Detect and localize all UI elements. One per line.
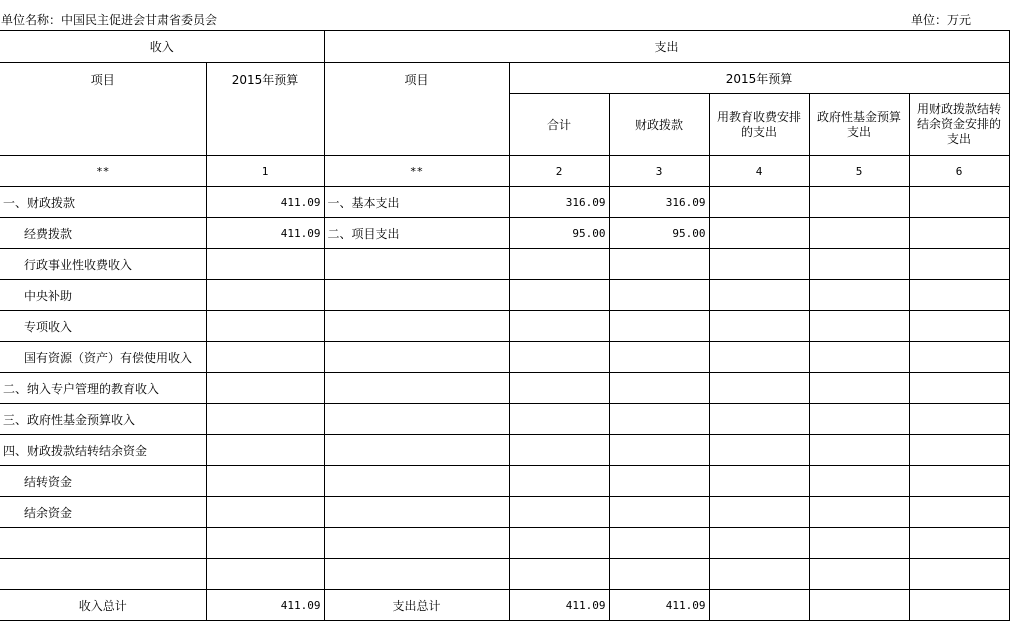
fund-cell <box>809 187 909 218</box>
fiscal-cell: 95.00 <box>609 218 709 249</box>
edu-cell <box>709 559 809 590</box>
fund-cell <box>809 497 909 528</box>
income-item-cell: 结余资金 <box>0 497 206 528</box>
edu-cell <box>709 497 809 528</box>
header-row-2 <box>0 63 1009 94</box>
table-row <box>0 280 1009 311</box>
expense-item-cell <box>324 373 509 404</box>
fiscal-cell <box>609 249 709 280</box>
income-item-cell: 经费拨款 <box>0 218 206 249</box>
carry-cell <box>909 559 1009 590</box>
index-cell: ** <box>324 156 509 187</box>
fund-cell <box>809 311 909 342</box>
fund-cell <box>809 559 909 590</box>
fiscal-header: 财政拨款 <box>609 94 709 156</box>
income-item-cell: 中央补助 <box>0 280 206 311</box>
edu-cell <box>709 466 809 497</box>
index-cell: 4 <box>709 156 809 187</box>
carry-cell <box>909 466 1009 497</box>
budget-table <box>0 30 1010 621</box>
table-row <box>0 218 1009 249</box>
fiscal-cell <box>609 373 709 404</box>
expense-item-cell <box>324 466 509 497</box>
total-cell <box>509 342 609 373</box>
edu-cell <box>709 342 809 373</box>
fiscal-total-value: 411.09 <box>609 590 709 621</box>
table-row <box>0 373 1009 404</box>
total-cell <box>509 249 609 280</box>
fund-cell <box>809 528 909 559</box>
fund-cell <box>809 342 909 373</box>
income-budget-header: 2015年预算 <box>206 63 324 156</box>
table-row <box>0 497 1009 528</box>
income-header: 收入 <box>0 31 324 63</box>
total-cell <box>509 528 609 559</box>
edu-cell <box>709 528 809 559</box>
header-row-1 <box>0 31 1009 63</box>
carry-cell <box>909 311 1009 342</box>
carry-total-value <box>909 590 1009 621</box>
expense-item-cell <box>324 404 509 435</box>
income-value-cell <box>206 311 324 342</box>
expense-item-cell: 二、项目支出 <box>324 218 509 249</box>
table-row <box>0 559 1009 590</box>
fund-total-value <box>809 590 909 621</box>
fund-cell <box>809 249 909 280</box>
fiscal-cell <box>609 435 709 466</box>
index-cell: ** <box>0 156 206 187</box>
unit-label: 单位：万元 <box>911 13 972 27</box>
total-cell <box>509 559 609 590</box>
carry-cell <box>909 435 1009 466</box>
total-cell <box>509 466 609 497</box>
total-cell: 316.09 <box>509 187 609 218</box>
income-value-cell <box>206 280 324 311</box>
expense-item-cell: 一、基本支出 <box>324 187 509 218</box>
income-item-cell: 四、财政拨款结转结余资金 <box>0 435 206 466</box>
edu-fee-header: 用教育收费安排的支出 <box>709 94 809 156</box>
income-value-cell <box>206 435 324 466</box>
fund-cell <box>809 218 909 249</box>
table-row <box>0 404 1009 435</box>
edu-cell <box>709 280 809 311</box>
income-value-cell <box>206 373 324 404</box>
income-total-value: 411.09 <box>206 590 324 621</box>
carry-cell <box>909 373 1009 404</box>
table-row <box>0 528 1009 559</box>
total-header: 合计 <box>509 94 609 156</box>
fund-cell <box>809 404 909 435</box>
edu-total-value <box>709 590 809 621</box>
fund-cell <box>809 435 909 466</box>
expense-item-cell <box>324 559 509 590</box>
table-row <box>0 435 1009 466</box>
fiscal-cell <box>609 280 709 311</box>
index-cell: 2 <box>509 156 609 187</box>
expense-item-cell <box>324 249 509 280</box>
total-cell <box>509 280 609 311</box>
fiscal-cell: 316.09 <box>609 187 709 218</box>
income-item-cell: 二、纳入专户管理的教育收入 <box>0 373 206 404</box>
fiscal-cell <box>609 528 709 559</box>
edu-cell <box>709 218 809 249</box>
carry-cell <box>909 187 1009 218</box>
index-cell: 1 <box>206 156 324 187</box>
index-cell: 3 <box>609 156 709 187</box>
edu-cell <box>709 404 809 435</box>
table-row <box>0 249 1009 280</box>
income-value-cell: 411.09 <box>206 187 324 218</box>
total-cell <box>509 435 609 466</box>
carry-cell <box>909 497 1009 528</box>
expense-item-cell <box>324 528 509 559</box>
income-value-cell <box>206 528 324 559</box>
fund-cell <box>809 373 909 404</box>
income-item-header: 项目 <box>0 63 206 156</box>
income-item-cell: 三、政府性基金预算收入 <box>0 404 206 435</box>
carry-cell <box>909 528 1009 559</box>
fiscal-cell <box>609 404 709 435</box>
income-value-cell <box>206 249 324 280</box>
total-cell <box>509 373 609 404</box>
income-item-cell <box>0 528 206 559</box>
expense-header: 支出 <box>324 31 1009 63</box>
income-value-cell <box>206 497 324 528</box>
index-cell: 6 <box>909 156 1009 187</box>
fiscal-cell <box>609 559 709 590</box>
edu-cell <box>709 187 809 218</box>
fiscal-cell <box>609 342 709 373</box>
expense-total-value: 411.09 <box>509 590 609 621</box>
carry-cell <box>909 218 1009 249</box>
table-row <box>0 187 1009 218</box>
fiscal-cell <box>609 311 709 342</box>
table-row <box>0 466 1009 497</box>
edu-cell <box>709 435 809 466</box>
index-cell: 5 <box>809 156 909 187</box>
edu-cell <box>709 249 809 280</box>
table-row <box>0 342 1009 373</box>
income-item-cell: 专项收入 <box>0 311 206 342</box>
total-cell <box>509 497 609 528</box>
expense-item-cell <box>324 497 509 528</box>
fund-cell <box>809 280 909 311</box>
carry-cell <box>909 249 1009 280</box>
income-item-cell: 行政事业性收费收入 <box>0 249 206 280</box>
expense-item-cell <box>324 280 509 311</box>
total-cell <box>509 404 609 435</box>
fiscal-cell <box>609 466 709 497</box>
expense-item-cell <box>324 311 509 342</box>
income-value-cell <box>206 466 324 497</box>
edu-cell <box>709 311 809 342</box>
income-value-cell <box>206 559 324 590</box>
expense-item-header: 项目 <box>324 63 509 156</box>
income-value-cell <box>206 404 324 435</box>
income-value-cell: 411.09 <box>206 218 324 249</box>
fiscal-cell <box>609 497 709 528</box>
expense-item-cell <box>324 435 509 466</box>
fund-cell <box>809 466 909 497</box>
index-row <box>0 156 1009 187</box>
income-item-cell: 一、财政拨款 <box>0 187 206 218</box>
income-item-cell: 国有资源（资产）有偿使用收入 <box>0 342 206 373</box>
totals-row <box>0 590 1009 621</box>
expense-total-label: 支出总计 <box>324 590 509 621</box>
expense-item-cell <box>324 342 509 373</box>
income-item-cell: 结转资金 <box>0 466 206 497</box>
income-item-cell <box>0 559 206 590</box>
income-total-label: 收入总计 <box>0 590 206 621</box>
edu-cell <box>709 373 809 404</box>
gov-fund-header: 政府性基金预算支出 <box>809 94 909 156</box>
carry-cell <box>909 342 1009 373</box>
carry-cell <box>909 280 1009 311</box>
carry-over-header: 用财政拨款结转结余资金安排的支出 <box>909 94 1009 156</box>
table-row <box>0 311 1009 342</box>
total-cell <box>509 311 609 342</box>
income-value-cell <box>206 342 324 373</box>
carry-cell <box>909 404 1009 435</box>
unit-name: 单位名称：中国民主促进会甘肃省委员会 <box>1 13 218 27</box>
budget-2015-header: 2015年预算 <box>509 63 1009 94</box>
total-cell: 95.00 <box>509 218 609 249</box>
